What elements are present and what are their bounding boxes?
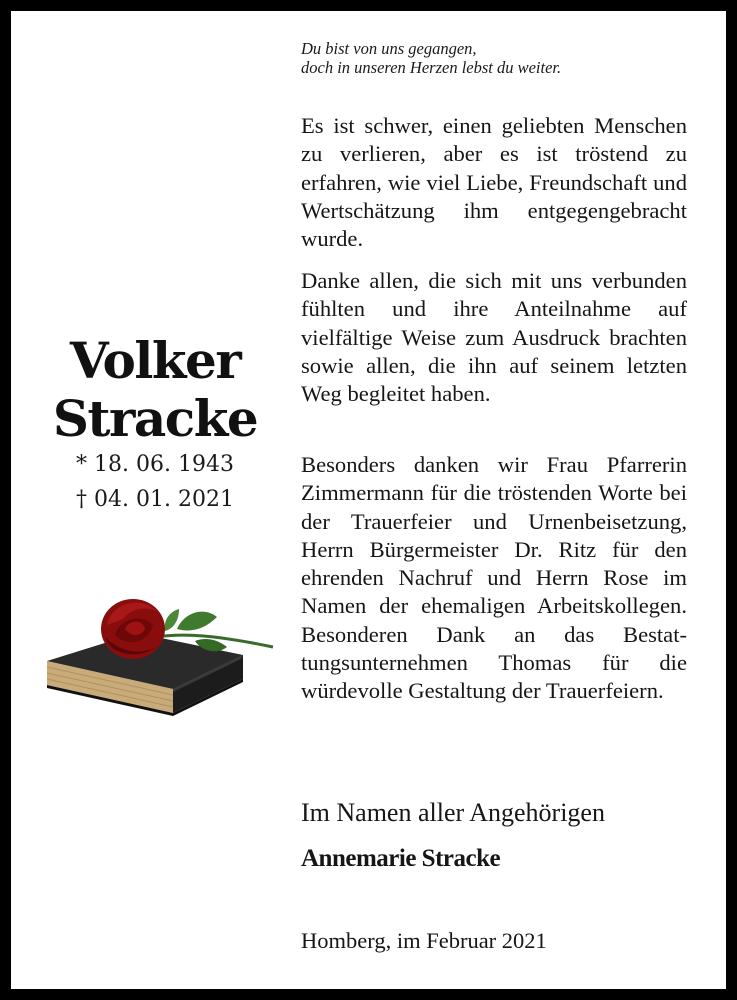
paragraph-3: Besonders danken wir Frau Pfarrerin Zimmermann für die tröstenden Worte bei der Trauerfeier und Urnenbeisetzung, Herrn Bürgermeister Dr. Ritz für den ehrenden Nachruf und Herrn Rose im Namen der ehemaligen Arbeitskollegen. Besonderen Dank an das Bestattungsunternehmen Thomas für die würdevolle Gestaltung der Trauerfeiern. xyxy=(301,452,687,704)
obituary-notice xyxy=(11,11,726,989)
motto-line-2: doch in unseren Herzen lebst du weiter. xyxy=(301,58,562,77)
signer-name: Annemarie Stracke xyxy=(301,845,501,872)
rose-on-book-icon xyxy=(45,589,275,719)
deceased-last-name: Stracke xyxy=(52,389,258,448)
paragraph-1: Es ist schwer, einen geliebten Menschen zu verlieren, aber es ist tröstend zu erfahren, wie viel Liebe, Freundschaft und Wertschätzung ihm entgegengebracht wurde. xyxy=(301,113,687,252)
birth-date: * 18. 06. 1943 xyxy=(76,452,234,477)
motto xyxy=(301,39,701,77)
deceased-first-name: Volker xyxy=(69,331,241,390)
place-and-date: Homberg, im Februar 2021 xyxy=(301,928,547,953)
on-behalf-line: Im Namen aller Angehörigen xyxy=(301,798,605,827)
death-date: † 04. 01. 2021 xyxy=(76,487,234,512)
paragraph-2: Danke allen, die sich mit uns verbunden fühlten und ihre Anteilnahme auf vielfältige Weise zum Ausdruck brachten sowie allen, die ihn auf seinem letzten Weg begleitet haben. xyxy=(301,268,687,407)
motto-line-1: Du bist von uns gegangen, xyxy=(301,39,477,58)
